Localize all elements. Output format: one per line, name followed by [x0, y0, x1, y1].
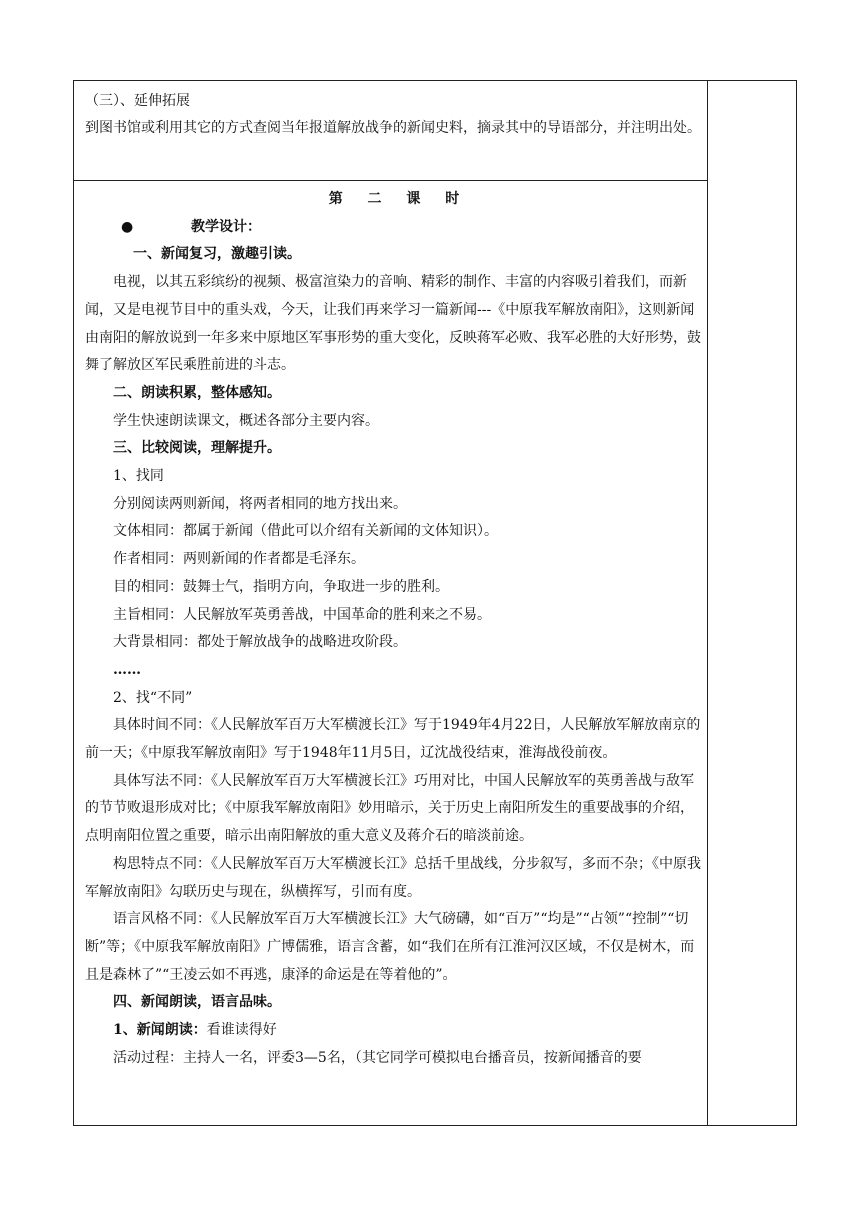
part2-title: 二、朗读积累，整体感知。 — [113, 384, 281, 401]
design-heading — [85, 214, 703, 242]
section3-title: （三）、延伸拓展 — [85, 93, 190, 109]
same-item: 目的相同：鼓舞士气，指明方向，争取进一步的胜利。 — [113, 578, 449, 595]
diff-item: 具体写法不同：《人民解放军百万大军横渡长江》巧用对比，中国人民解放军的英勇善战与敌军的节节败退形成对比；《中原我军解放南阳》妙用暗示，关于历史上南阳所发生的重要战事的介绍，点明南阳位置之重要，暗示出南阳解放的重大意义及蒋介石的暗淡前途。 — [85, 772, 694, 845]
part2-text: 学生快速朗读课文，概述各部分主要内容。 — [113, 412, 379, 429]
diff-item: 构思特点不同：《人民解放军百万大军横渡长江》总括千里战线，分步叙写，多而不杂；《中原我军解放南阳》勾联历史与现在，纵横挥写，引而有度。 — [85, 855, 701, 900]
lesson-title: 第 二 课 时 — [328, 191, 470, 207]
activity-text: 活动过程：主持人一名，评委3—5名，（其它同学可模拟电台播音员，按新闻播音的要 — [113, 1049, 642, 1066]
same-item: 作者相同：两则新闻的作者都是毛泽东。 — [113, 551, 365, 568]
same-item: 大背景相同：都处于解放战争的战略进攻阶段。 — [113, 634, 407, 651]
diff-item: 具体时间不同：《人民解放军百万大军横渡长江》写于1949年4月22日，人民解放军解放南京的前一天；《中原我军解放南阳》写于1948年11月5日，辽沈战役结束，淮海战役前夜。 — [85, 717, 701, 762]
bullet-icon: ● — [121, 218, 134, 235]
part4-sub — [85, 1017, 703, 1045]
table-column-divider — [707, 80, 708, 1126]
same-item: 文体相同：都属于新闻（借此可以介绍有关新闻的文体知识）。 — [113, 523, 498, 540]
design-label: 教学设计： — [191, 218, 261, 235]
extension-cell — [85, 88, 703, 142]
section3-text: 到图书馆或利用其它的方式查阅当年报道解放战争的新闻史料，摘录其中的导语部分，并注明出处。 — [85, 120, 701, 136]
part4-sub-label: 1、新闻朗读： — [113, 1022, 207, 1039]
part4-title: 四、新闻朗读，语言品味。 — [113, 994, 281, 1011]
diff-item: 语言风格不同：《人民解放军百万大军横渡长江》大气磅礴，如“百万”“均是”“占领”“控制”“切断”等；《中原我军解放南阳》广博儒雅，语言含蓄，如“我们在所有江淮河汉区域，不仅是树木，而且是森林了”“王凌云如不再逃，康泽的命运是在等着他的”。 — [85, 911, 695, 983]
table-row-divider — [73, 180, 707, 181]
part1-text: 电视，以其五彩缤纷的视频、极富渲染力的音响、精彩的制作、丰富的内容吸引着我们，而新闻，又是电视节目中的重头戏，今天，让我们再来学习一篇新闻---《中原我军解放南阳》，这则新闻由南阳的解放说到一年多来中原地区军事形势的重大变化，反映蒋军必败、我军必胜的大好形势，鼓舞了解放区军民乘胜前进的斗志。 — [85, 274, 701, 374]
part4-sub-text: 看谁读得好 — [206, 1022, 277, 1039]
part3-title: 三、比较阅读，理解提升。 — [113, 440, 281, 457]
part1-title: 一、新闻复习，激趣引读。 — [133, 246, 301, 263]
ellipsis: …… — [113, 661, 141, 678]
find-diff: 2、找“不同” — [113, 689, 193, 706]
lesson2-cell — [85, 186, 703, 1073]
find-same: 1、找同 — [113, 468, 164, 485]
find-same-intro: 分别阅读两则新闻，将两者相同的地方找出来。 — [113, 495, 407, 512]
same-item: 主旨相同：人民解放军英勇善战，中国革命的胜利来之不易。 — [113, 606, 491, 623]
